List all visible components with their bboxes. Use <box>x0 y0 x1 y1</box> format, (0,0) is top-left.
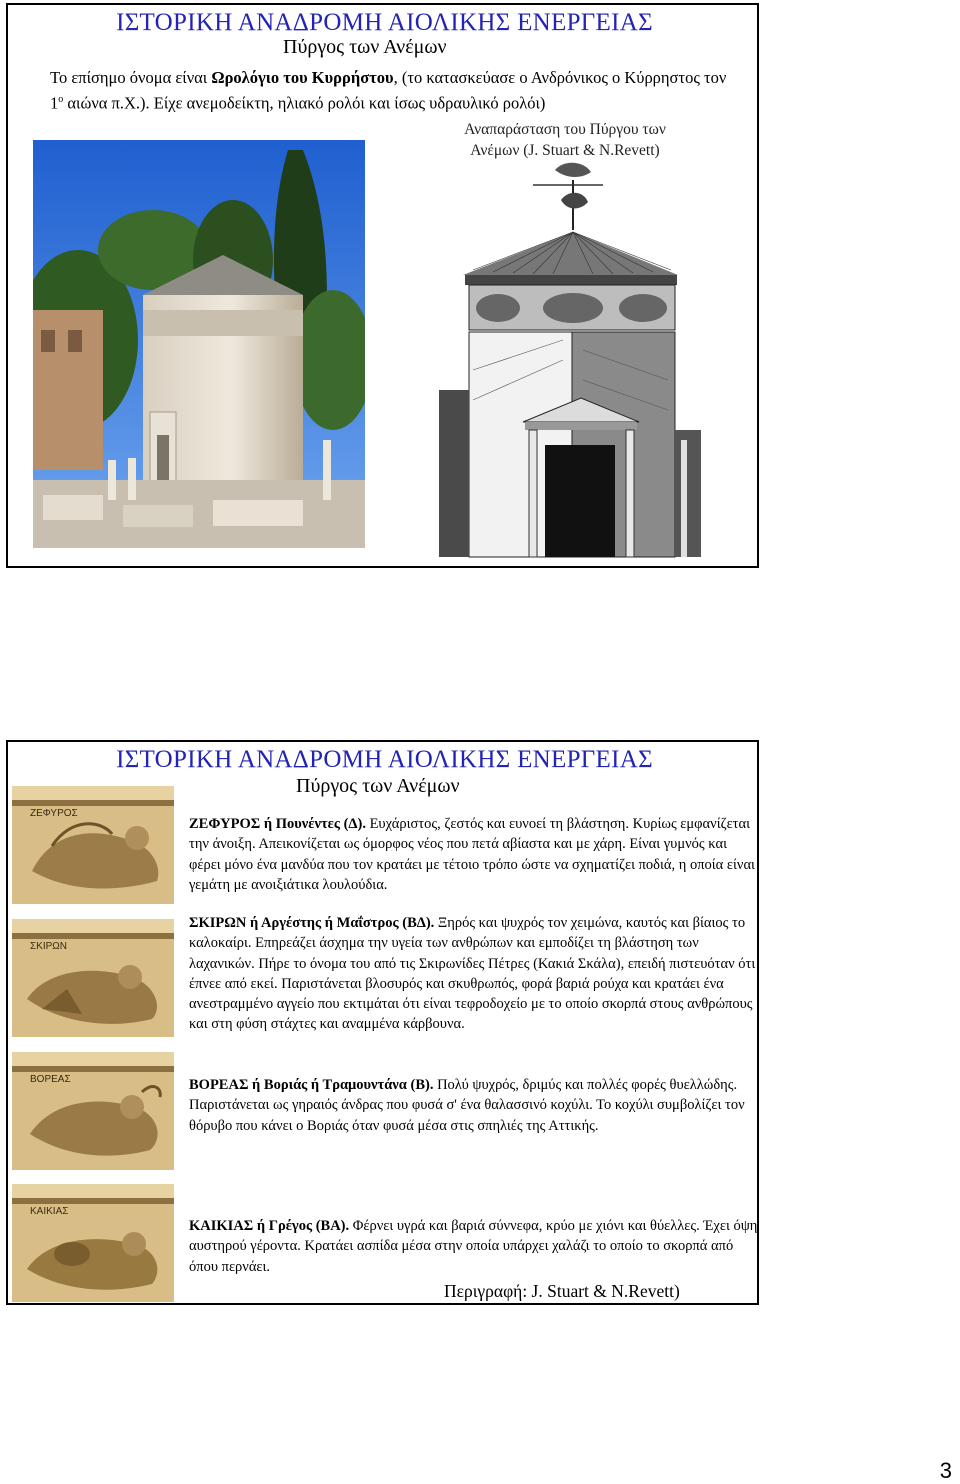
relief-boreas <box>12 1052 174 1170</box>
slide-tower-of-winds <box>6 3 759 568</box>
relief-kaikias-label: ΚΑΙΚΙΑΣ <box>30 1206 69 1217</box>
relief-zephyros-graphic <box>12 786 174 904</box>
intro-suffix: αιώνα π.Χ.). Είχε ανεμοδείκτη, ηλιακό ρολόι και ίσως υδραυλικό ρολόι) <box>63 93 546 113</box>
wind-description: Πολύ ψυχρός, δριμύς και πολλές φορές θυελλώδης. Παριστάνεται ως γηραιός άνδρας που φυσά σ' ένα θαλασσινό κοχύλι. Το κοχύλι συμβολίζει τον θόρυβο που κάνει ο Βοριάς όταν φυσά μέσα στις σπηλιές της Αττικής. <box>189 1077 745 1134</box>
wind-desc-boreas <box>189 1075 759 1136</box>
slide-title: ΙΣΤΟΡΙΚΗ ΑΝΑΔΡΟΜΗ ΑΙΟΛΙΚΗΣ ΕΝΕΡΓΕΙΑΣ <box>116 9 653 36</box>
tower-engraving <box>433 160 701 560</box>
tower-photo-graphic <box>33 140 365 548</box>
relief-skiron-graphic <box>12 919 174 1037</box>
relief-kaikias-graphic <box>12 1184 174 1302</box>
relief-skiron <box>12 919 174 1037</box>
wind-desc-skiron <box>189 913 759 1035</box>
wind-desc-zephyros <box>189 814 759 895</box>
wind-name: ΒΟΡΕΑΣ ή Βοριάς ή Τραμουντάνα (Β). <box>189 1077 434 1093</box>
relief-kaikias <box>12 1184 174 1302</box>
slide-subtitle: Πύργος των Ανέμων <box>296 775 460 797</box>
intro-mid: , (το κατασκεύασε ο Ανδρόνικος ο Κύρρηστος τον 1 <box>50 68 727 113</box>
slide-subtitle: Πύργος των Ανέμων <box>283 36 447 58</box>
relief-zephyros-label: ΖΕΦΥΡΟΣ <box>30 808 78 819</box>
intro-superscript: ο <box>58 94 64 105</box>
relief-zephyros <box>12 786 174 904</box>
relief-boreas-graphic <box>12 1052 174 1170</box>
tower-engraving-graphic <box>433 160 701 560</box>
page-number: 3 <box>939 1458 952 1483</box>
reconstruction-caption: Αναπαράσταση του Πύργου των Ανέμων (J. Stuart & N.Revett) <box>464 121 666 159</box>
wind-description: Ευχάριστος, ζεστός και ευνοεί τη βλάστηση. Κυρίως εμφανίζεται την άνοιξη. Απεικονίζεται ως όμορφος νέος που πετά αβίαστα και με χάρη. Είναι γυμνός και φέρει μόνο ένα μανδύα που τον κρατάει με τέτοιο τρόπο ώστε να σχηματίζει ποδιά, η οποία είναι γεμάτη με ανοιξιάτικα λουλούδια. <box>189 816 755 893</box>
description-credit: Περιγραφή: J. Stuart & N.Revett) <box>444 1281 680 1301</box>
tower-photo <box>33 140 365 548</box>
slide-title: ΙΣΤΟΡΙΚΗ ΑΝΑΔΡΟΜΗ ΑΙΟΛΙΚΗΣ ΕΝΕΡΓΕΙΑΣ <box>116 746 653 773</box>
wind-name: ΖΕΦΥΡΟΣ ή Πουνέντες (Δ). <box>189 816 366 832</box>
wind-name: ΚΑΙΚΙΑΣ ή Γρέγος (ΒΑ). <box>189 1218 350 1234</box>
relief-skiron-label: ΣΚΙΡΩΝ <box>30 941 67 952</box>
wind-description: Ξηρός και ψυχρός τον χειμώνα, καυτός και βίαιος το καλοκαίρι. Επηρεάζει άσχημα την υγεία των ανθρώπων και εμποδίζει τη βλάστηση των λαχανικών. Πήρε το όνομα του από τις Σκιρωνίδες Πέτρες (Κακιά Σκάλα), επειδή πιστευόταν ότι έπνεε από εκεί. Παριστάνεται βλοσυρός και σκυθρωπός, φορά βαριά ρούχα και κρατάει ένα ανεστραμμένο αγγείο που εκτιμάται ότι είναι τεφροδοχείο με το οποίο σκορπά στους ανθρώπους και στη φύση στάχτες και αναμμένα κάρβουνα. <box>189 915 756 1033</box>
intro-paragraph <box>50 67 730 115</box>
wind-desc-kaikias <box>189 1216 759 1277</box>
intro-bold-name: Ωρολόγιο του Κυρρήστου <box>211 68 394 87</box>
wind-description: Φέρνει υγρά και βαριά σύννεφα, κρύο με χιόνι και θύελλες. Έχει όψη αυστηρού γέροντα. Κρατάει ασπίδα μέσα στην οποία υπάρχει χαλάζι το οποίο το σκορπά από όπου περνάει. <box>189 1218 758 1275</box>
wind-name: ΣΚΙΡΩΝ ή Αργέστης ή Μαΐστρος (ΒΔ). <box>189 915 435 931</box>
relief-boreas-label: ΒΟΡΕΑΣ <box>30 1074 71 1085</box>
slide-wind-gods <box>6 740 759 1305</box>
intro-prefix: Το επίσημο όνομα είναι <box>50 68 212 87</box>
